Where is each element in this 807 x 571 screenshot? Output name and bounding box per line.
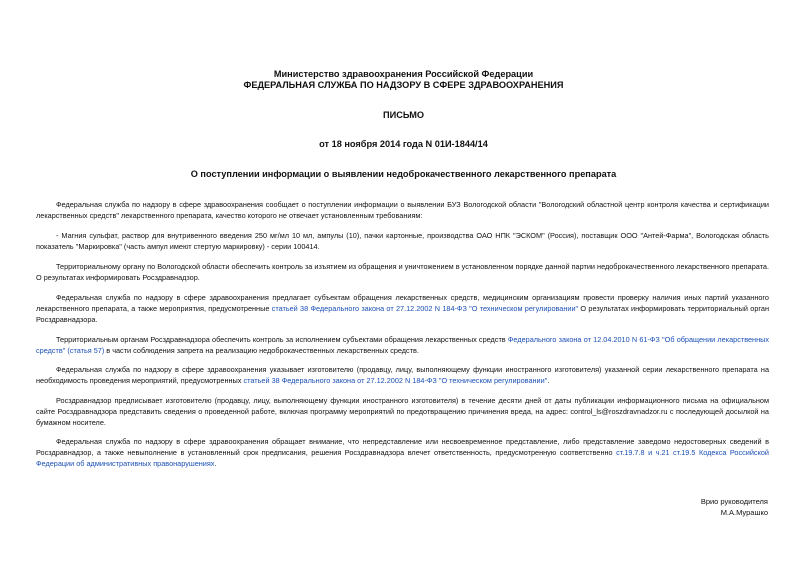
paragraph-3: Территориальному органу по Вологодской области обеспечить контроль за изъятием из обращения и уничтожением в установленном порядке данной партии недоброкачественного лекарственного препарата. О результатах информировать Росздравнадзор. <box>36 262 769 282</box>
document-type: ПИСЬМО <box>382 110 425 120</box>
service-title: ФЕДЕРАЛЬНАЯ СЛУЖБА ПО НАДЗОРУ В СФЕРЕ ЗДРАВООХРАНЕНИЯ <box>243 80 564 90</box>
koap-code-link[interactable]: Кодекса Российской Федерации об административных правонарушениях <box>36 448 769 468</box>
signature-position: Врио руководителя <box>700 497 768 506</box>
paragraph-4-text-a: Федеральная служба по надзору в сфере здравоохранения предлагает субъектам обращения лекарственных средств, медицинским организациям провести проверку наличия иных партий указанного лекарственного препарата, а также мероприятия, предусмотренные <box>36 293 769 313</box>
paragraph-4 <box>36 292 769 325</box>
paragraph-4-text-b: О результатах информировать территориальный орган Росздравнадзора. <box>36 304 769 324</box>
law-184-article-38-link-2[interactable]: статьей 38 Федерального закона от 27.12.2002 N 184-ФЗ "О техническом регулировании" <box>243 376 548 385</box>
paragraph-5-text-a: Территориальным органам Росздравнадзора обеспечить контроль за исполнением субъектами обращения лекарственных средств <box>56 335 508 344</box>
signature-name: М.А.Мурашко <box>720 508 768 517</box>
paragraph-7: Росздравнадзор предписывает изготовителю (продавцу, лицу, выполняющему функции иностранного изготовителя) в течение десяти дней от даты публикации информационного письма на официальном сайте Росздравнадзора представить сведения о проведенной работе, включая программу мероприятий по предотвращению причинения вреда, на адрес: control_ls@roszdravnadzor.ru с последующей досылкой на бумажном носителе. <box>36 396 769 427</box>
paragraph-8-text-b: . <box>214 459 217 468</box>
paragraph-5-text-b: в части соблюдения запрета на реализацию недоброкачественных лекарственных средств. <box>104 346 419 355</box>
koap-19-7-8-link[interactable]: ст.19.7.8 <box>616 448 645 457</box>
paragraph-8-text-a: Федеральная служба по надзору в сфере здравоохранения обращает внимание, что непредставление или несвоевременное представление, либо представление заведомо недостоверных сведений в Росздравнадзор, а также невыполнение в установленный срок предписания, решения Росздравнадзора влечет ответственность, предусмотренную соответственно <box>36 437 769 457</box>
koap-19-5-part-21-link[interactable]: и ч.21 ст.19.5 <box>648 448 696 457</box>
document-subject: О поступлении информации о выявлении недоброкачественного лекарственного препарата <box>190 169 617 179</box>
paragraph-6 <box>36 364 769 386</box>
law-184-article-38-link[interactable]: статьей 38 Федерального закона от 27.12.2002 N 184-ФЗ "О техническом регулировании" <box>271 304 579 313</box>
paragraph-5 <box>36 334 769 356</box>
paragraph-6-text-a: Федеральная служба по надзору в сфере здравоохранения указывает изготовителю (продавцу, лицу, выполняющему функции иностранного изготовителя) указанной серии лекарственного препарата на необходимость проведения мероприятий, предусмотренных <box>36 365 769 385</box>
document-date-number: от 18 ноября 2014 года N 01И-1844/14 <box>319 139 488 149</box>
paragraph-8 <box>36 436 769 469</box>
law-61-link[interactable]: Федерального закона от 12.04.2010 N 61-ФЗ "Об обращении лекарственных средств" <box>36 335 770 355</box>
ministry-title: Министерство здравоохранения Российской Федерации <box>273 69 534 79</box>
article-57-link[interactable]: (статья 57) <box>67 346 105 355</box>
paragraph-1: Федеральная служба по надзору в сфере здравоохранения сообщает о поступлении информации о выявлении БУЗ Вологодской области "Вологодский областной центр контроля качества и сертификации лекарственных средств" лекарственного препарата, качество которого не отвечает установленным требованиям: <box>36 200 769 220</box>
paragraph-2: - Магния сульфат, раствор для внутривенного введения 250 мг/мл 10 мл, ампулы (10), пачки картонные, производства ОАО НПК "ЭСКОМ" (Россия), поставщик ООО "Антей-Фарма", Вологодская область показатель "Маркировка" (часть ампул имеют стертую маркировку) - серии 100414. <box>36 231 769 251</box>
paragraph-6-text-b: . <box>547 376 550 385</box>
